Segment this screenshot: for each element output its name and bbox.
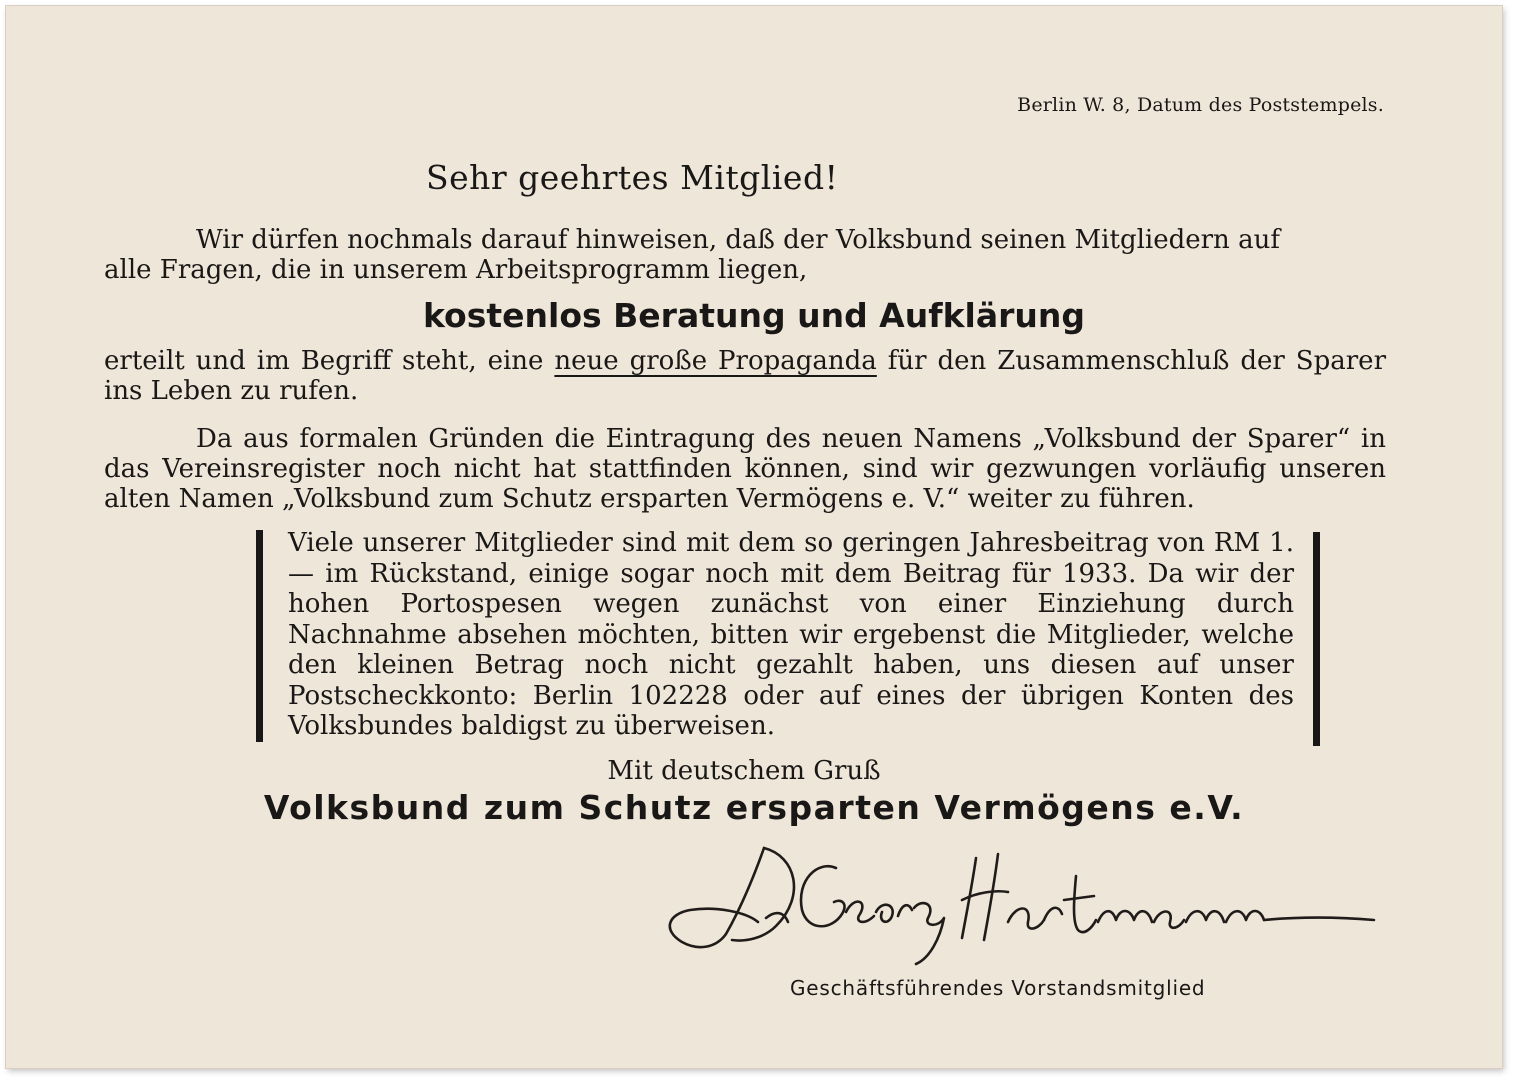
salutation: Sehr geehrtes Mitglied! (426, 158, 839, 197)
right-rule (1313, 532, 1320, 746)
letter-card (6, 6, 1502, 1068)
emphasis-heading: kostenlos Beratung und Aufklärung (423, 296, 1085, 335)
left-rule (256, 530, 263, 742)
paragraph-2-end: für den Zusammenschluß der Sparer ins Leben zu rufen. (104, 346, 1386, 406)
underlined-phrase: neue große Propaganda (554, 346, 877, 376)
paragraph-1: Wir dürfen nochmals darauf hinweisen, daß der Volksbund seinen Mitgliedern auf (196, 225, 1280, 255)
paragraph-2 (104, 346, 1386, 406)
boxed-notice (256, 528, 1320, 746)
paragraph-2-start: erteilt und im Begriff steht, eine (104, 346, 555, 376)
boxed-notice-text: Viele unserer Mitglieder sind mit dem so geringen Jahresbeitrag von RM 1.— im Rückstand, einige sogar noch mit dem Beitrag für 1933. Da wir der hohen Portospesen wegen zunächst von einer Einziehung durch Nachnahme absehen möchten, bitten wir ergebenst die Mitglieder, welche den kleinen Betrag noch nicht gezahlt haben, uns diesen auf unser Postscheckkonto: Berlin 102228 oder auf eines der übrigen Konten des Volksbundes baldigst zu überweisen. (288, 528, 1294, 741)
closing-greeting: Mit deutschem Gruß (607, 756, 881, 786)
place-date-line: Berlin W. 8, Datum des Poststempels. (1017, 94, 1384, 116)
handwritten-signature (646, 826, 1386, 976)
paragraph-3: Da aus formalen Gründen die Eintragung des neuen Namens „Volksbund der Sparer“ in das Vereinsregister noch nicht hat stattfinden können, sind wir gezwungen vorläufig unseren alten Namen „Volksbund zum Schutz ersparten Vermögens e. V.“ weiter zu führen. (104, 424, 1386, 514)
organization-name: Volksbund zum Schutz ersparten Vermögens e.V. (263, 788, 1245, 827)
paragraph-1-continuation: alle Fragen, die in unserem Arbeitsprogramm liegen, (104, 255, 808, 285)
signatory-role: Geschäftsführendes Vorstandsmitglied (790, 976, 1206, 1000)
